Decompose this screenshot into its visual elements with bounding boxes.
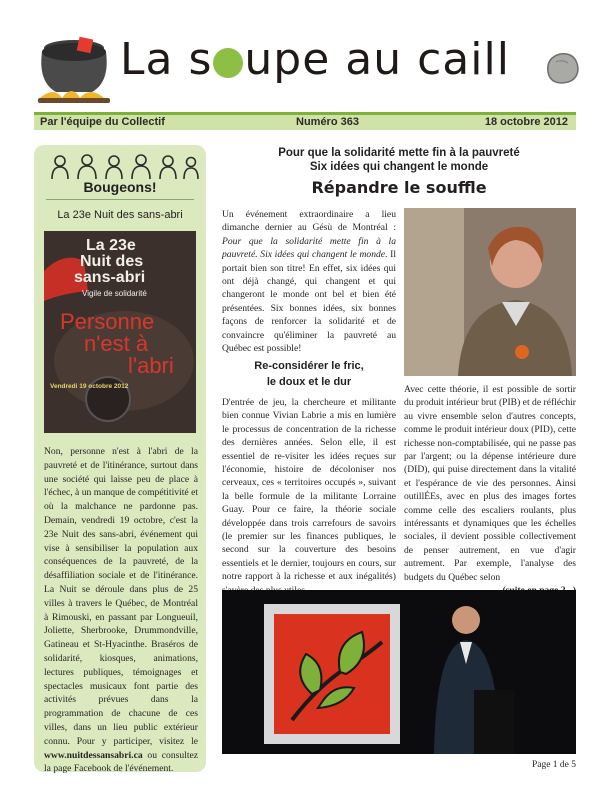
poster-line: La 23e xyxy=(86,237,136,254)
subheading-line: le doux et le dur xyxy=(266,376,352,388)
poster-line: Nuit des xyxy=(80,253,144,270)
title-part: La s xyxy=(120,34,213,85)
article-intro xyxy=(222,208,396,355)
event-poster xyxy=(44,231,196,433)
article-kicker xyxy=(222,146,576,174)
article-column-3 xyxy=(404,383,576,598)
subheading-line: Re-considérer le fric, xyxy=(254,360,364,372)
section-subheading xyxy=(222,358,396,390)
stage-photo xyxy=(222,590,576,754)
speaker-photo-image xyxy=(404,208,576,376)
sidebar-subtitle: La 23e Nuit des sans-abri xyxy=(57,209,183,221)
divider xyxy=(46,199,194,200)
poster-line: Vendredi 19 octobre 2012 xyxy=(50,383,129,390)
poster-line: Vigile de solidarité xyxy=(82,289,147,298)
people-silhouettes-icon xyxy=(34,151,206,181)
poster-line: sans-abri xyxy=(74,269,146,286)
article-headline: Répandre le souffle xyxy=(311,178,487,197)
poster-line: n'est à xyxy=(84,331,149,356)
intro-part: . Il portait bien son titre! En effet, six idées qui ont déjà changé, qui changent et qui changeront le monde ont bel et bien été présentées. Six bonnes idées, six bonnes façons de renforcer la solidarité et de convaincre qu'éliminer la pauvreté au Québec est possible! xyxy=(222,249,396,355)
speaker-photo xyxy=(404,208,576,376)
team-credit: Par l'équipe du Collectif xyxy=(40,116,165,128)
kicker-line: Pour que la solidarité mette fin à la pauvreté xyxy=(278,147,520,159)
stage-photo-image xyxy=(222,590,576,754)
newsletter-title xyxy=(120,34,539,85)
title-part: upe au caill xyxy=(244,34,510,85)
poster-line: l'abri xyxy=(128,353,174,378)
page-number: Page 1 de 5 xyxy=(531,760,576,770)
issue-number: Numéro 363 xyxy=(296,116,359,128)
column-3-text: Avec cette théorie, il est possible de sortir du produit intérieur brut (PIB) et de réfléchir au vivre ensemble selon d'autres concepts, comme le produit intérieur doux (PID), cette richesse non-comptabilisée, qui ne passe pas par l'argent; ou la dépense intérieure dure (DID), qui puise directement dans la vitalité et l'espérance de vie des personnes. Ainsi outillÉEs, avec en plus des images fortes comme celle des escaliers roulants, plus intéressants et dynamiques que les échelles sociales, il devient possible collectivement de penser autrement, en vue d'agir autrement. Par exemple, l'analyse des budgets du Québec selon xyxy=(404,384,576,583)
sidebar-text-part: ou consultez la page Facebook de l'événement. xyxy=(44,749,198,775)
sidebar-text xyxy=(44,445,198,776)
kicker-line: Six idées qui changent le monde xyxy=(309,161,489,173)
poster-line: Personne xyxy=(60,309,155,334)
stone-icon xyxy=(542,48,582,88)
article-column-2: D'entrée de jeu, la chercheure et militante bien connue Vivian Labrie a mis en lumière le processus de concentration de la richesse des dernières années. Selon elle, il est essentiel de re-visiter les idées reçues sur l'économie, histoire de décoloniser nos cerveaux, ces « territoires occupés », suivant la belle formule de la militante Lorraine Guay. Pour ce faire, la théorie sociale développée dans trois carrefours de savoirs (le premier sur les finances publiques, le second sur la couverture des besoins essentiels et le dernier, toujours en cours, sur notre rapport à la richesse et aux inégalités) xyxy=(222,397,396,583)
green-dot-icon xyxy=(213,48,243,78)
event-website-link[interactable]: www.nuitdessansabri.ca xyxy=(44,749,143,761)
sidebar-text-part: Non, personne n'est à l'abri de la pauvreté et de l'itinérance, surtout dans une société qui laisse peu de place à l'échec, à un manque de compétitivité et où la malchance ne pardonne pas. Demain, vendredi 19 octobre, c'est la 23e Nuit des sans-abri, événement qui vise à sensibiliser la population aux conséquences de la pauvreté, de la désaffiliation sociale et de l'itinérance. La Nuit se déroule dans plus de 25 villes à travers le Québec, de Montréal à Rimouski, en passant par Longueuil, Joliette, Sherbrooke, Drummondville, Gatineau et St-Hyacinthe. Braséros de solidarité, kiosques, animations, lectures publiques, témoignages et spectacles musicaux font partie des activités prévues dans la programmation de chacune de ces villes, dans un lieu public extérieur connu. Pour y participer, visitez le xyxy=(44,446,198,747)
event-title-italic: Pour que la solidarité mette fin à la pauvreté. Six idées qui changent le monde xyxy=(222,235,396,261)
masthead xyxy=(34,30,582,106)
sidebar-heading: Bougeons! xyxy=(83,179,157,195)
cauldron-logo-icon xyxy=(34,30,116,106)
intro-part: Un événement extraordinaire a lieu dimanche dernier au Gésù de Montréal : xyxy=(222,209,396,234)
sidebar xyxy=(34,145,206,775)
issue-date: 18 octobre 2012 xyxy=(484,116,568,128)
issue-band xyxy=(34,112,576,130)
